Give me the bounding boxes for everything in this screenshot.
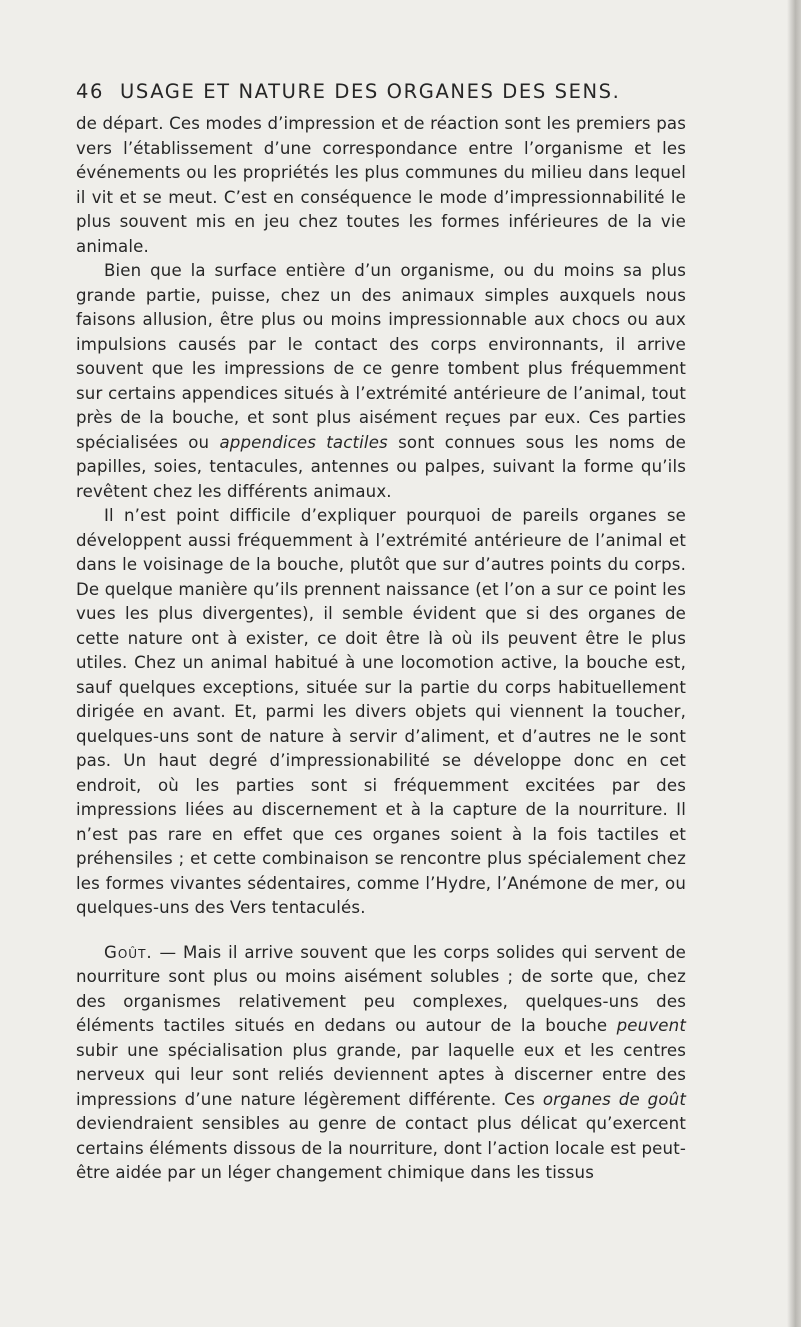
paragraph-4 [76, 941, 686, 1186]
running-header [76, 78, 696, 106]
paragraph-1: de départ. Ces modes d’impression et de réaction sont les premiers pas vers l’établissement d’une correspondance entre l’organisme et les événements ou les propriétés les plus communes du milieu dans lequel il vit et se meut. C’est en conséquence le mode d’impressionnabilité le plus souvent mis en jeu chez toutes les formes inférieures de la vie animale. [76, 114, 686, 256]
paragraph-4-text-c: deviendraient sensibles au genre de contact plus délicat qu’exercent certains éléments dissous de la nourriture, dont l’action locale est peut-être aidée par un léger changement chimique dans les tissus [76, 1114, 686, 1182]
body-text [76, 112, 686, 1186]
section-heading-gout: Goût. [104, 942, 153, 962]
paragraph-3: Il n’est point difficile d’expliquer pourquoi de pareils organes se développent aussi fréquemment à l’extrémité antérieure de l’animal et dans le voisinage de la bouche, plutôt que sur d’autres points du corps. De quelque manière qu’ils prennent naissance (et l’on a sur ce point les vues les plus divergentes), il semble évident que si des organes de cette nature ont à exister, ce doit être là où ils peuvent être le plus utiles. Chez un animal habitué à une locomotion active, la bouche est, sauf quelques exceptions, située sur la partie du corps habituellement dirigée en avant. Et, parmi les divers objets qui viennent la toucher, quelques-uns sont de nature à servir d’aliment, et d’autres ne le sont pas. Un haut degré d’impressionabilité se développe donc en cet endroit, où les parties sont si fréquemment excitées par des impressions liées au discernement et à la capture de la nourriture. Il n’est pas rare en effet que ces organes soient à la fois tactiles et préhensiles ; et cette combinaison se rencontre plus spécialement chez les formes vivantes sédentaires, comme l’Hydre, l’Anémone de mer, ou quelques-uns des Vers tentaculés. [76, 506, 686, 917]
running-title: USAGE ET NATURE DES ORGANES DES SENS. [120, 80, 621, 103]
paragraph-4-emphasis-1: peuvent [616, 1016, 686, 1035]
paragraph-4-text-a: — Mais il arrive souvent que les corps solides qui servent de nourriture sont plus ou moins aisément solubles ; de sorte que, chez des organismes relativement peu complexes, quelques-uns des éléments tactiles situés en dedans ou autour de la bouche [76, 942, 686, 1035]
paragraph-4-text-b: subir une spécialisation plus grande, par laquelle eux et les centres nerveux qui leur sont reliés deviennent aptes à discerner entre des impressions d’une nature légèrement différente. Ces [76, 1040, 686, 1109]
paragraph-2 [76, 259, 686, 504]
paragraph-2-emphasis: appendices tactiles [219, 432, 388, 452]
page-number: 46 [76, 80, 105, 103]
paragraph-2-text-b: sont connues sous les noms de papilles, soies, tentacules, antennes ou palpes, suivant la forme qu’ils revêtent chez les différents animaux. [76, 432, 686, 501]
page-edge-shadow [787, 0, 801, 1327]
paragraph-4-emphasis-2: organes de goût [542, 1089, 686, 1109]
paragraph-2-text-a: Bien que la surface entière d’un organisme, ou du moins sa plus grande partie, puisse, chez un des animaux simples auxquels nous faisons allusion, être plus ou moins impressionnable aux chocs ou aux impulsions causés par le contact des corps environnants, il arrive souvent que les impressions de ce genre tombent plus fréquemment sur certains appendices situés à l’extrémité antérieure de l’animal, tout près de la bouche, et sont plus aisément reçues par eux. Ces parties spécialisées ou [76, 261, 686, 452]
